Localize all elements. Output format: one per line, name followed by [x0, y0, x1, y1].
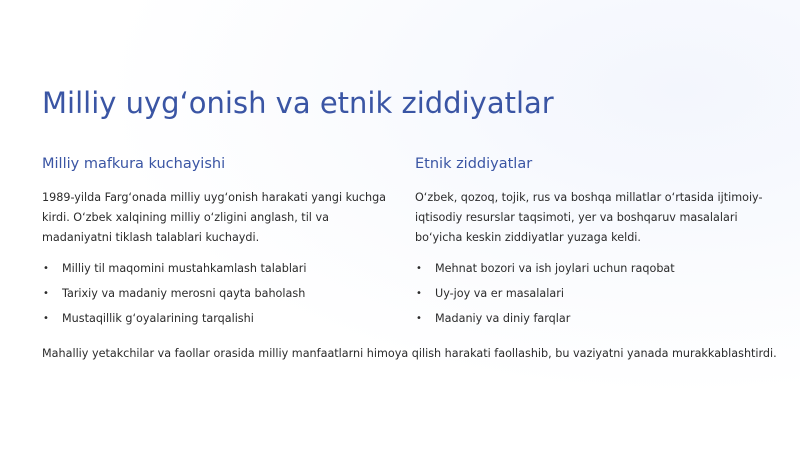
- list-item-text: Tarixiy va madaniy merosni qayta baholash: [62, 287, 306, 300]
- right-column-heading: Etnik ziddiyatlar: [415, 156, 533, 172]
- bullet-icon: •: [43, 288, 49, 299]
- list-item: [42, 281, 392, 306]
- footer-summary: Mahalliy yetakchilar va faollar orasida milliy manfaatlarni himoya qilish harakati faollashib, bu vaziyatni yanada murakkablashtirdi.: [42, 347, 777, 360]
- list-item: [42, 256, 392, 281]
- right-bullet-list: [415, 256, 785, 331]
- list-item-text: Milliy til maqomini mustahkamlash talablari: [62, 262, 307, 275]
- bullet-icon: •: [43, 263, 49, 274]
- slide-title: Milliy uyg‘onish va etnik ziddiyatlar: [42, 86, 554, 120]
- left-column-heading: Milliy mafkura kuchayishi: [42, 156, 226, 172]
- bullet-icon: •: [43, 313, 49, 324]
- left-column-paragraph: 1989-yilda Farg‘onada milliy uyg‘onish harakati yangi kuchga kirdi. O‘zbek xalqining milliy o‘zligini anglash, til va madaniyatni tiklash talablari kuchaydi.: [42, 191, 387, 244]
- left-bullet-list: [42, 256, 392, 331]
- list-item-text: Mehnat bozori va ish joylari uchun raqobat: [435, 262, 675, 275]
- bullet-icon: •: [416, 313, 422, 324]
- list-item-text: Uy-joy va er masalalari: [435, 287, 564, 300]
- right-column: [415, 156, 785, 331]
- list-item: [415, 256, 785, 281]
- list-item: [42, 306, 392, 331]
- list-item-text: Mustaqillik g‘oyalarining tarqalishi: [62, 312, 254, 325]
- list-item: [415, 281, 785, 306]
- bullet-icon: •: [416, 263, 422, 274]
- left-column: [42, 156, 392, 331]
- list-item: [415, 306, 785, 331]
- list-item-text: Madaniy va diniy farqlar: [435, 312, 571, 325]
- bullet-icon: •: [416, 288, 422, 299]
- right-column-paragraph: O‘zbek, qozoq, tojik, rus va boshqa millatlar o‘rtasida ijtimoiy-iqtisodiy resurslar taqsimoti, yer va boshqaruv masalalari bo‘yicha keskin ziddiyatlar yuzaga keldi.: [415, 191, 763, 244]
